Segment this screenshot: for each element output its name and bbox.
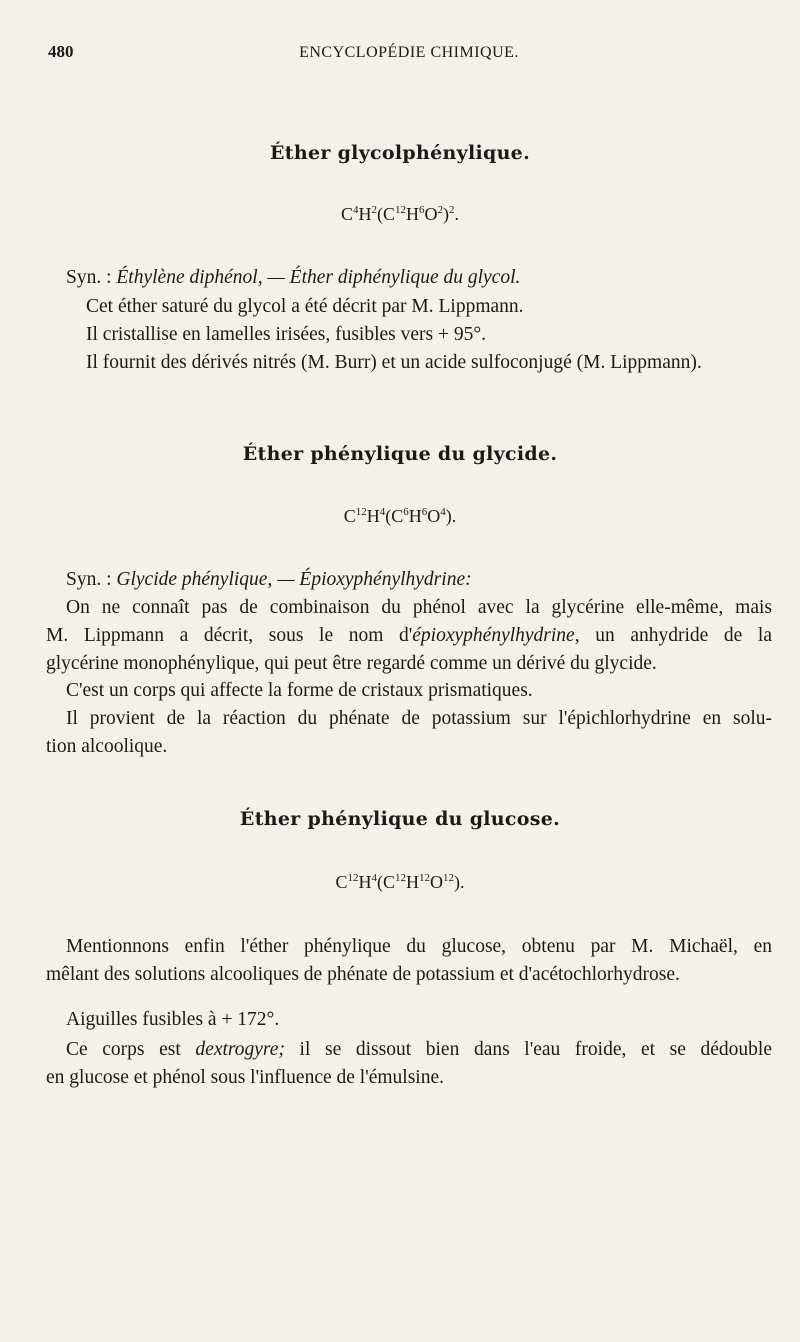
section-title-glucose: Éther phénylique du glucose. <box>239 808 561 830</box>
formula-glycolphenylique: $C^4H^2(C^{12}H^6O^2)^2$. <box>340 204 459 224</box>
page-header <box>48 42 770 68</box>
running-head: ENCYCLOPÉDIE CHIMIQUE. <box>299 44 519 61</box>
text-line: Cet éther saturé du glycol a été décrit par M. Lippmann. <box>86 296 524 317</box>
text-line: On ne connaît pas de combinaison du phénol avec la glycérine elle-même, mais <box>66 597 772 618</box>
text-line: Il fournit des dérivés nitrés (M. Burr) et un acide sulfoconjugé (M. Lippmann). <box>86 352 702 373</box>
text-line: M. Lippmann a décrit, sous le nom d'épioxyphénylhydrine, un anhydride de la <box>46 625 773 646</box>
text-line: Syn. : Éthylène diphénol, — Éther diphénylique du glycol. <box>66 267 521 288</box>
formula-glucose: $C^{12}H^4(C^{12}H^{12}O^{12})$. <box>335 872 465 892</box>
section-title-glycide: Éther phénylique du glycide. <box>242 443 558 465</box>
text-line: glycérine monophénylique, qui peut être regardé comme un dérivé du glycide. <box>46 653 657 674</box>
text-line: en glucose et phénol sous l'influence de l'émulsine. <box>46 1067 445 1088</box>
formula-glycide: $C^{12}H^4(C^6H^6O^4)$. <box>343 506 457 526</box>
text-line: mêlant des solutions alcooliques de phénate de potassium et d'acétochlorhydrose. <box>46 964 680 985</box>
section-title-glycolphenylique: Éther glycolphénylique. <box>270 142 530 164</box>
text-line: Il provient de la réaction du phénate de potassium sur l'épichlorhydrine en solu- <box>66 708 772 729</box>
text-line: Ce corps est dextrogyre; il se dissout bien dans l'eau froide, et se dédouble <box>66 1039 772 1060</box>
text-line: C'est un corps qui affecte la forme de cristaux prismatiques. <box>66 680 533 701</box>
page-number: 480 <box>48 42 74 61</box>
text-line: Mentionnons enfin l'éther phénylique du glucose, obtenu par M. Michaël, en <box>66 936 772 957</box>
text-line: tion alcoolique. <box>46 736 168 757</box>
text-line: Il cristallise en lamelles irisées, fusibles vers + 95°. <box>86 324 487 345</box>
text-line: Aiguilles fusibles à + 172°. <box>66 1009 280 1030</box>
text-line: Syn. : Glycide phénylique, — Épioxyphénylhydrine: <box>66 569 472 590</box>
